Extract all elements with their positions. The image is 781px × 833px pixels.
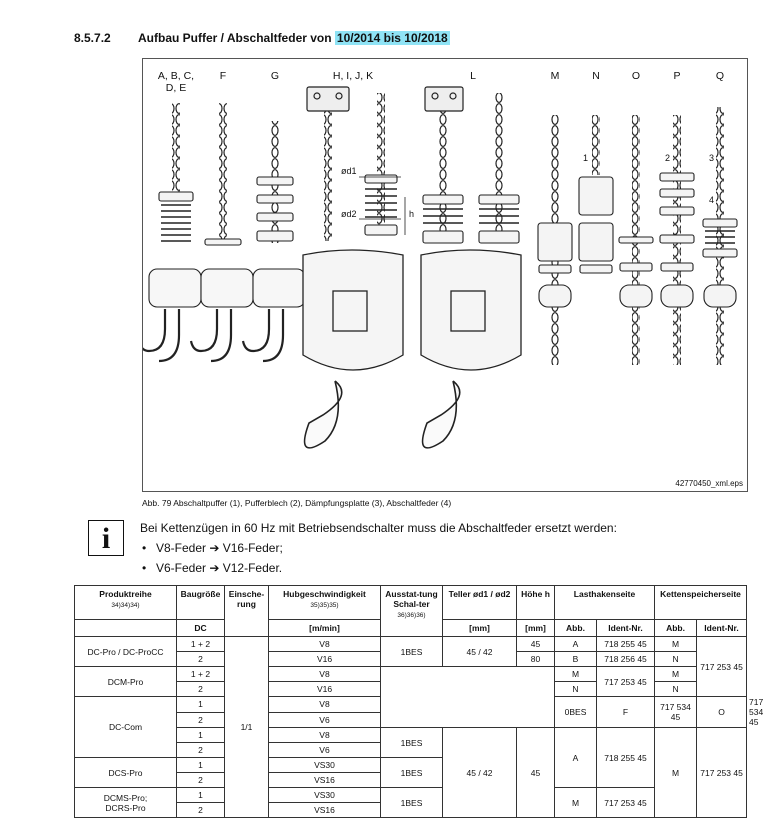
cell-size: 1: [177, 697, 225, 713]
cell-abb: M: [555, 667, 597, 682]
th-abb-1: Abb.: [555, 620, 597, 637]
section-heading: [74, 31, 450, 45]
cell-size: 1 + 2: [177, 667, 225, 682]
cell-k-abb: M: [655, 728, 697, 818]
th-hub: Hubgeschwindigkeit: [283, 589, 366, 599]
col-label-g: G: [270, 70, 280, 82]
info-note: [140, 518, 617, 578]
cell-ident: 717 253 45: [597, 788, 655, 818]
table-row: DC-Com 1 V8 0BES F 717 534 45 O 717 534 45: [75, 697, 747, 713]
cell-k-ident: 717 253 45: [697, 728, 747, 818]
th-mm-1: [mm]: [443, 620, 517, 637]
callout-4: 4: [709, 195, 715, 205]
chain-clamps: [539, 285, 736, 307]
th-ausstattung: Ausstat-tung Schal-ter: [385, 589, 438, 609]
figure-drawing: [143, 59, 747, 491]
cell-size: 2: [177, 712, 225, 728]
cell-size: 2: [177, 803, 225, 818]
cell-ident: 718 256 45: [597, 652, 655, 667]
th-ident-2: Ident-Nr.: [697, 620, 747, 637]
table-header-row: [75, 586, 747, 620]
small-hook-blocks: [143, 269, 305, 361]
note-list: [140, 538, 617, 578]
th-dc: DC: [177, 620, 225, 637]
cell-abb: F: [597, 697, 655, 728]
cell-teller: 45 / 42: [443, 637, 517, 667]
cell-einscherung: 1/1: [225, 637, 269, 818]
cell-abb: B: [555, 652, 597, 667]
col-label-q: Q: [715, 70, 725, 82]
callout-1: 1: [583, 153, 589, 163]
cell-product: DCM-Pro: [75, 667, 177, 697]
col-label-hijk: H, I, J, K: [332, 70, 374, 82]
cell-speed: VS16: [269, 803, 381, 818]
section-title-highlight: 10/2014 bis 10/2018: [336, 31, 448, 45]
cell-switch: 1BES: [381, 637, 443, 667]
cell-size: 1: [177, 728, 225, 743]
cell-speed: V8: [269, 637, 381, 652]
th-produktreihe: Produktreihe: [99, 589, 152, 599]
cell-product: DC-Com: [75, 697, 177, 758]
th-produktreihe-ref: 34)34)34): [111, 602, 140, 609]
col-label-m: M: [550, 70, 560, 82]
note-text: Bei Kettenzügen in 60 Hz mit Betriebsendschalter muss die Abschaltfeder ersetzt werden:: [140, 521, 617, 535]
callout-3: 3: [709, 153, 715, 163]
figure-file-id: 42770450_xml.eps: [675, 479, 743, 488]
cell-speed: V8: [269, 667, 381, 682]
cell-speed: V6: [269, 743, 381, 758]
cell-k-ident: 717 253 45: [697, 637, 747, 697]
cell-size: 1: [177, 758, 225, 773]
dimension-labels: [341, 153, 714, 235]
cell-product: DC-Pro / DC-ProCC: [75, 637, 177, 667]
callout-2: 2: [665, 153, 671, 163]
cell-abb: M: [555, 788, 597, 818]
cell-ident: 717 534 45: [655, 697, 697, 728]
cell-switch: 0BES: [555, 697, 597, 728]
cell-speed: V16: [269, 652, 381, 667]
cell-size: 2: [177, 743, 225, 758]
figure-caption: Abb. 79 Abschaltpuffer (1), Pufferblech (2), Dämpfungsplatte (3), Abschaltfeder (4): [142, 498, 452, 508]
cell-abb: N: [555, 682, 597, 697]
cell-switch: 1BES: [381, 728, 443, 758]
cell-speed: VS16: [269, 773, 381, 788]
th-hoehe: Höhe h: [517, 586, 555, 620]
cell-product: DCRS-Pro: [105, 802, 146, 813]
cell-ident: 718 255 45: [597, 637, 655, 652]
cell-size: 2: [177, 652, 225, 667]
cell-speed: V6: [269, 712, 381, 728]
cell-speed: VS30: [269, 758, 381, 773]
col-label-abc: A, B, C,: [157, 70, 195, 82]
cell-switch: 1BES: [381, 788, 443, 818]
cell-ident: 717 253 45: [597, 667, 655, 697]
buffer-assembly-figure: [142, 58, 748, 492]
col-label-n: N: [592, 70, 600, 82]
cell-speed: V16: [269, 682, 381, 697]
th-mm-2: [mm]: [517, 620, 555, 637]
cell-height: 45: [517, 728, 555, 818]
cell-k-abb: O: [697, 697, 747, 728]
cell-teller: 45 / 42: [443, 728, 517, 818]
cell-size: 1 + 2: [177, 637, 225, 652]
cell-product: DCMS-Pro;: [103, 792, 148, 803]
note-item: • V6-Feder ➔ V12-Feder.: [156, 558, 617, 578]
th-hub-ref: 35)35)35): [310, 602, 339, 609]
note-item: • V8-Feder ➔ V16-Feder;: [156, 538, 617, 558]
th-abb-2: Abb.: [655, 620, 697, 637]
cell-switch: 1BES: [381, 758, 443, 788]
th-baugroesse: Baugröße: [177, 586, 225, 620]
cell-k-abb: N: [655, 652, 697, 667]
th-lasthaken: Lasthakenseite: [555, 586, 655, 620]
cell-k-abb: N: [655, 682, 697, 697]
cell-size: 2: [177, 773, 225, 788]
th-m-min: [m/min]: [269, 620, 381, 637]
th-ausstattung-ref: 36)36)36): [397, 612, 426, 619]
section-number: 8.5.7.2: [74, 31, 111, 45]
table-row: [75, 788, 747, 803]
cell-speed: V8: [269, 728, 381, 743]
col-label-l: L: [470, 70, 476, 82]
cell-k-abb: M: [655, 637, 697, 652]
buffer-spec-table: [74, 585, 764, 818]
section-title: Aufbau Puffer / Abschaltfeder von: [138, 31, 332, 45]
th-kettenspeicher: Kettenspeicherseite: [655, 586, 747, 620]
dim-d1: ød1: [341, 166, 357, 176]
cell-size: 1: [177, 788, 225, 803]
table-row: [75, 667, 747, 682]
info-icon: i: [88, 520, 124, 556]
cell-product: DCS-Pro: [75, 758, 177, 788]
th-ident-1: Ident-Nr.: [597, 620, 655, 637]
cell-height: 80: [517, 652, 555, 667]
cell-ident: 718 255 45: [597, 728, 655, 788]
cell-k-abb: M: [655, 667, 697, 682]
cell-size: 2: [177, 682, 225, 697]
dim-d2: ød2: [341, 209, 357, 219]
cell-height: 45: [517, 637, 555, 652]
cell-abb: A: [555, 637, 597, 652]
cell-speed: V8: [269, 697, 381, 713]
col-label-f: F: [219, 70, 227, 82]
cell-speed: VS30: [269, 788, 381, 803]
col-label-o: O: [631, 70, 641, 82]
dim-h: h: [409, 209, 415, 219]
th-teller: Teller ød1 / ød2: [443, 586, 517, 620]
col-label-de: D, E: [165, 82, 187, 94]
cell-abb: A: [555, 728, 597, 788]
th-einscherung: Einsche-rung: [225, 586, 269, 637]
table-row: [75, 637, 747, 652]
large-hook-blocks: [303, 250, 521, 448]
col-label-p: P: [673, 70, 681, 82]
